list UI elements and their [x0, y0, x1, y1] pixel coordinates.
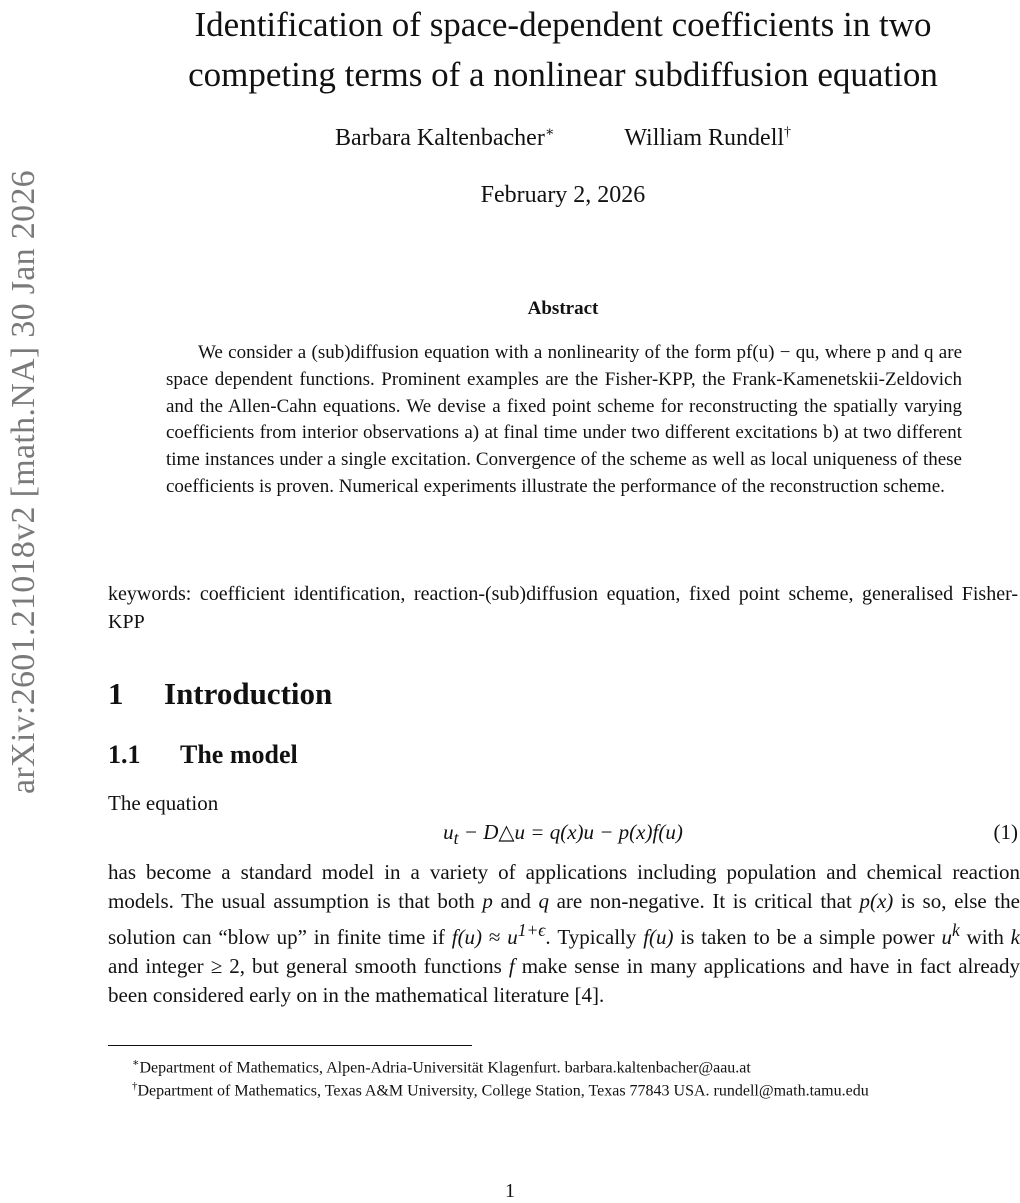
math-f: f: [508, 954, 515, 978]
author-1-mark: ∗: [544, 125, 555, 140]
math-u: u: [507, 925, 518, 949]
footnote-2: [108, 1075, 1018, 1102]
eq-rest: − D△u = q(x)u − p(x)f(u): [458, 820, 683, 844]
title-line-1: Identification of space-dependent coefficients in two: [194, 5, 932, 44]
math-u: u: [941, 925, 952, 949]
paragraph-lead: The equation: [108, 791, 219, 815]
body-text: and: [492, 889, 539, 913]
paper-title: [110, 0, 1016, 100]
subsection-title: The model: [180, 740, 298, 769]
title-line-2: competing terms of a nonlinear subdiffusion equation: [188, 55, 938, 94]
arxiv-stamp-text: arXiv:2601.21018v2 [math.NA] 30 Jan 2026: [5, 170, 42, 794]
body-text: is taken to be a simple power: [673, 925, 942, 949]
equation-1: [108, 820, 1018, 850]
math-k: k: [951, 920, 960, 940]
math-p: p: [482, 889, 493, 913]
paper-date: February 2, 2026: [480, 182, 646, 208]
author-1: [335, 124, 554, 152]
math-exponent: 1+ϵ: [517, 920, 546, 940]
math-fu: f(u): [451, 925, 483, 949]
body-text: and integer ≥ 2, but general smooth functions: [108, 954, 509, 978]
math-k: k: [1010, 925, 1020, 949]
abstract-heading: Abstract: [527, 298, 599, 319]
body-text: make sense in many applications and have in fact already been considered early on in the mathematical literature [4].: [108, 954, 1020, 1007]
eq-sub-t: t: [453, 828, 459, 849]
math-approx: ≈: [482, 925, 508, 949]
arxiv-stamp: [2, 118, 46, 846]
body-text: has become a standard model in a variety of applications including population and chemical reaction models. The usual assumption is that both: [108, 860, 1020, 913]
footnote-rule: [108, 1045, 472, 1046]
subsection-number: 1.1: [108, 740, 141, 769]
eq-u: u: [443, 820, 454, 844]
body-text: is so, else the solution can “blow up” in finite time if: [108, 889, 1020, 949]
body-paragraph: [108, 858, 1020, 1010]
body-text: with: [959, 925, 1011, 949]
equation-number: (1): [993, 820, 1018, 844]
section-title: Introduction: [164, 676, 333, 711]
keywords: keywords: coefficient identification, reaction-(sub)diffusion equation, fixed point scheme, generalised Fisher-KPP: [108, 583, 1018, 633]
author-list: [110, 124, 1016, 152]
page-number: 1: [505, 1180, 515, 1202]
author-2-name: William Rundell: [624, 125, 785, 151]
footnote-1-mark: ∗: [132, 1057, 140, 1069]
footnote-2-text: Department of Mathematics, Texas A&M University, College Station, Texas 77843 USA. rundell@math.tamu.edu: [137, 1082, 869, 1100]
subsection-heading: [108, 740, 298, 770]
math-q: q: [538, 889, 549, 913]
math-px: p(x): [859, 889, 894, 913]
author-2: [624, 125, 791, 152]
footnote-1-text: Department of Mathematics, Alpen-Adria-Universität Klagenfurt. barbara.kaltenbacher@aau.at: [139, 1059, 751, 1077]
section-number: 1: [108, 676, 124, 711]
section-heading: [108, 676, 332, 712]
author-1-name: Barbara Kaltenbacher: [334, 125, 545, 151]
abstract-text: We consider a (sub)diffusion equation with a nonlinearity of the form pf(u) − qu, where p and q are space dependent functions. Prominent examples are the Fisher-KPP, the Frank-Kamenetskii-Zeldovich and the Allen-Cahn equations. We devise a fixed point scheme for reconstructing the spatially varying coefficients from interior observations a) at final time under two different excitations b) at two different time instances under a single excitation. Convergence of the scheme as well as local uniqueness of these coefficients is proven. Numerical experiments illustrate the performance of the reconstruction scheme.: [166, 342, 962, 497]
body-text: . Typically: [545, 925, 644, 949]
math-fu: f(u): [643, 925, 674, 949]
equation-body: [108, 820, 1018, 849]
body-text: are non-negative. It is critical that: [548, 889, 860, 913]
author-2-mark: †: [784, 125, 792, 140]
footnote-2-mark: †: [132, 1080, 138, 1092]
